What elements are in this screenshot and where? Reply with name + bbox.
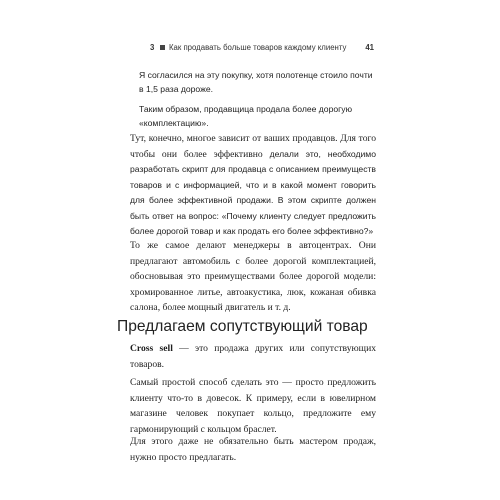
paragraph-4-text: Самый простой способ сделать это — просто предложить клиенту что-то в довесок. К примеру, если в ювелирном магазине человек покупает кольцо, предложите ему гармонирующий с кольцом браслет. [130, 377, 376, 435]
paragraph-5-text: Для этого даже не обязательно быть мастером продаж, нужно просто предлагать. [130, 436, 376, 463]
running-header [148, 43, 374, 57]
paragraph-1-sans: делали это, необходимо разработать скрипт для продавца с описанием преимуществ товаров и с информацией, что и в какой момент говорить для более эффективной продажи. В этом скрипте должен быть ответ на вопрос: «Почему клиенту следует предложить более дорогой товар и как продать его более эффективно?» [130, 148, 376, 236]
callout-line-2: Таким образом, продавщица продала более дорогую «комплектацию». [139, 104, 353, 128]
chapter-title: Как продавать больше товаров каждому клиенту [169, 43, 347, 52]
page-number: 41 [365, 43, 374, 52]
chapter-number: 3 [150, 43, 155, 52]
paragraph-3-rest: — это продажа других или сопутствующих товаров. [130, 343, 377, 370]
section-heading: Предлагаем сопутствующий товар [117, 318, 368, 335]
callout-line-1: Я согласился на эту покупку, хотя полотенце стоило почти в 1,5 раза дороже. [139, 70, 373, 94]
callout-block [130, 68, 375, 136]
paragraph-4 [130, 375, 376, 437]
paragraph-1 [130, 131, 376, 240]
paragraph-2 [130, 238, 376, 316]
square-bullet-icon [160, 45, 165, 50]
paragraph-1-serif: Тут, конечно, многое зависит от ваших продавцов. Для того чтобы они более эффективно [130, 133, 376, 160]
paragraph-3 [130, 341, 376, 372]
term-cross-sell: Cross sell [130, 343, 173, 354]
paragraph-5 [130, 434, 376, 465]
paragraph-2-text: То же самое делают менеджеры в автоцентрах. Они предлагают автомобиль с более дорогой комплектацией, обосновывая это преимуществами более дорогой модели: хромированное литье, автоакустика, люк, кожаная обивка салона, более мощный двигатель и т. д. [130, 240, 376, 313]
